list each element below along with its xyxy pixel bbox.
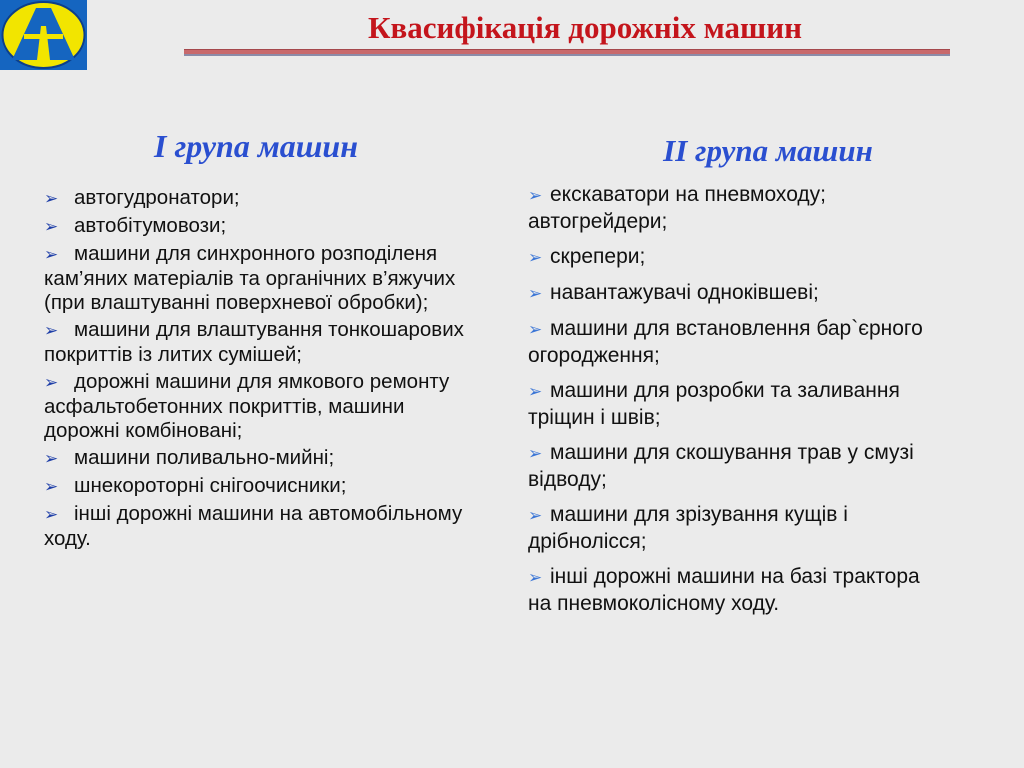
arrow-bullet-icon: ➢ (528, 382, 543, 401)
group2-list (528, 182, 948, 626)
list-item (528, 502, 948, 555)
list-item-text: екскаватори на пневмоходу; автогрейдери; (528, 183, 827, 233)
list-item (44, 242, 464, 315)
list-item (528, 316, 948, 369)
list-item-text: машини для розробки та заливання тріщин і швів; (528, 379, 900, 429)
arrow-bullet-icon: ➢ (528, 248, 543, 267)
arrow-bullet-icon: ➢ (528, 320, 543, 339)
arrow-bullet-icon: ➢ (528, 568, 543, 587)
list-item (44, 186, 464, 211)
list-item-text: машини для встановлення бар`єрного огородження; (528, 317, 923, 367)
list-item-text: інші дорожні машини на базі трактора на пневмоколісному ходу. (528, 565, 920, 615)
group1-heading: I група машин (154, 128, 358, 164)
list-item (528, 564, 948, 617)
group2-heading: II група машин (663, 133, 873, 168)
list-item (44, 318, 464, 367)
list-item (528, 182, 948, 235)
arrow-bullet-icon: ➢ (528, 186, 543, 205)
list-item-text: дорожні машини для ямкового ремонту асфальтобетонних покриттів, машини дорожні комбіновані; (44, 370, 450, 442)
road-logo-icon (0, 0, 87, 70)
arrow-bullet-icon: ➢ (44, 217, 59, 236)
arrow-bullet-icon: ➢ (528, 506, 543, 525)
list-item-text: шнекороторні снігоочисники; (74, 474, 347, 497)
list-item-text: автобітумовози; (74, 214, 227, 237)
list-item-text: машини для синхронного розподіленя кам’яних матеріалів та органічних в’яжучих (при влаштуванні поверхневої обробки); (44, 242, 456, 314)
list-item (44, 214, 464, 239)
title-underline (184, 49, 950, 56)
list-item (528, 244, 948, 271)
list-item (44, 474, 464, 499)
group1-list (44, 186, 464, 554)
arrow-bullet-icon: ➢ (528, 444, 543, 463)
arrow-bullet-icon: ➢ (44, 245, 59, 264)
arrow-bullet-icon: ➢ (528, 284, 543, 303)
list-item (44, 502, 464, 551)
list-item-text: автогудронатори; (74, 186, 240, 209)
list-item (528, 440, 948, 493)
arrow-bullet-icon: ➢ (44, 449, 59, 468)
list-item-text: машини для скошування трав у смузі відводу; (528, 441, 914, 491)
arrow-bullet-icon: ➢ (44, 505, 59, 524)
list-item-text: скрепери; (550, 245, 646, 268)
list-item (528, 280, 948, 307)
list-item (44, 370, 464, 443)
list-item (44, 446, 464, 471)
list-item-text: навантажувачі одноківшеві; (550, 281, 819, 304)
list-item (528, 378, 948, 431)
arrow-bullet-icon: ➢ (44, 373, 59, 392)
list-item-text: машини для зрізування кущів і дрібнолісся; (528, 503, 848, 553)
list-item-text: інші дорожні машини на автомобільному ходу. (44, 502, 463, 550)
list-item-text: машини для влаштування тонкошарових покриттів із литих сумішей; (44, 318, 464, 366)
arrow-bullet-icon: ➢ (44, 189, 59, 208)
list-item-text: машини поливально-мийні; (74, 446, 335, 469)
arrow-bullet-icon: ➢ (44, 321, 59, 340)
page-title: Квасифікація дорожніх машин (368, 10, 802, 45)
arrow-bullet-icon: ➢ (44, 477, 59, 496)
